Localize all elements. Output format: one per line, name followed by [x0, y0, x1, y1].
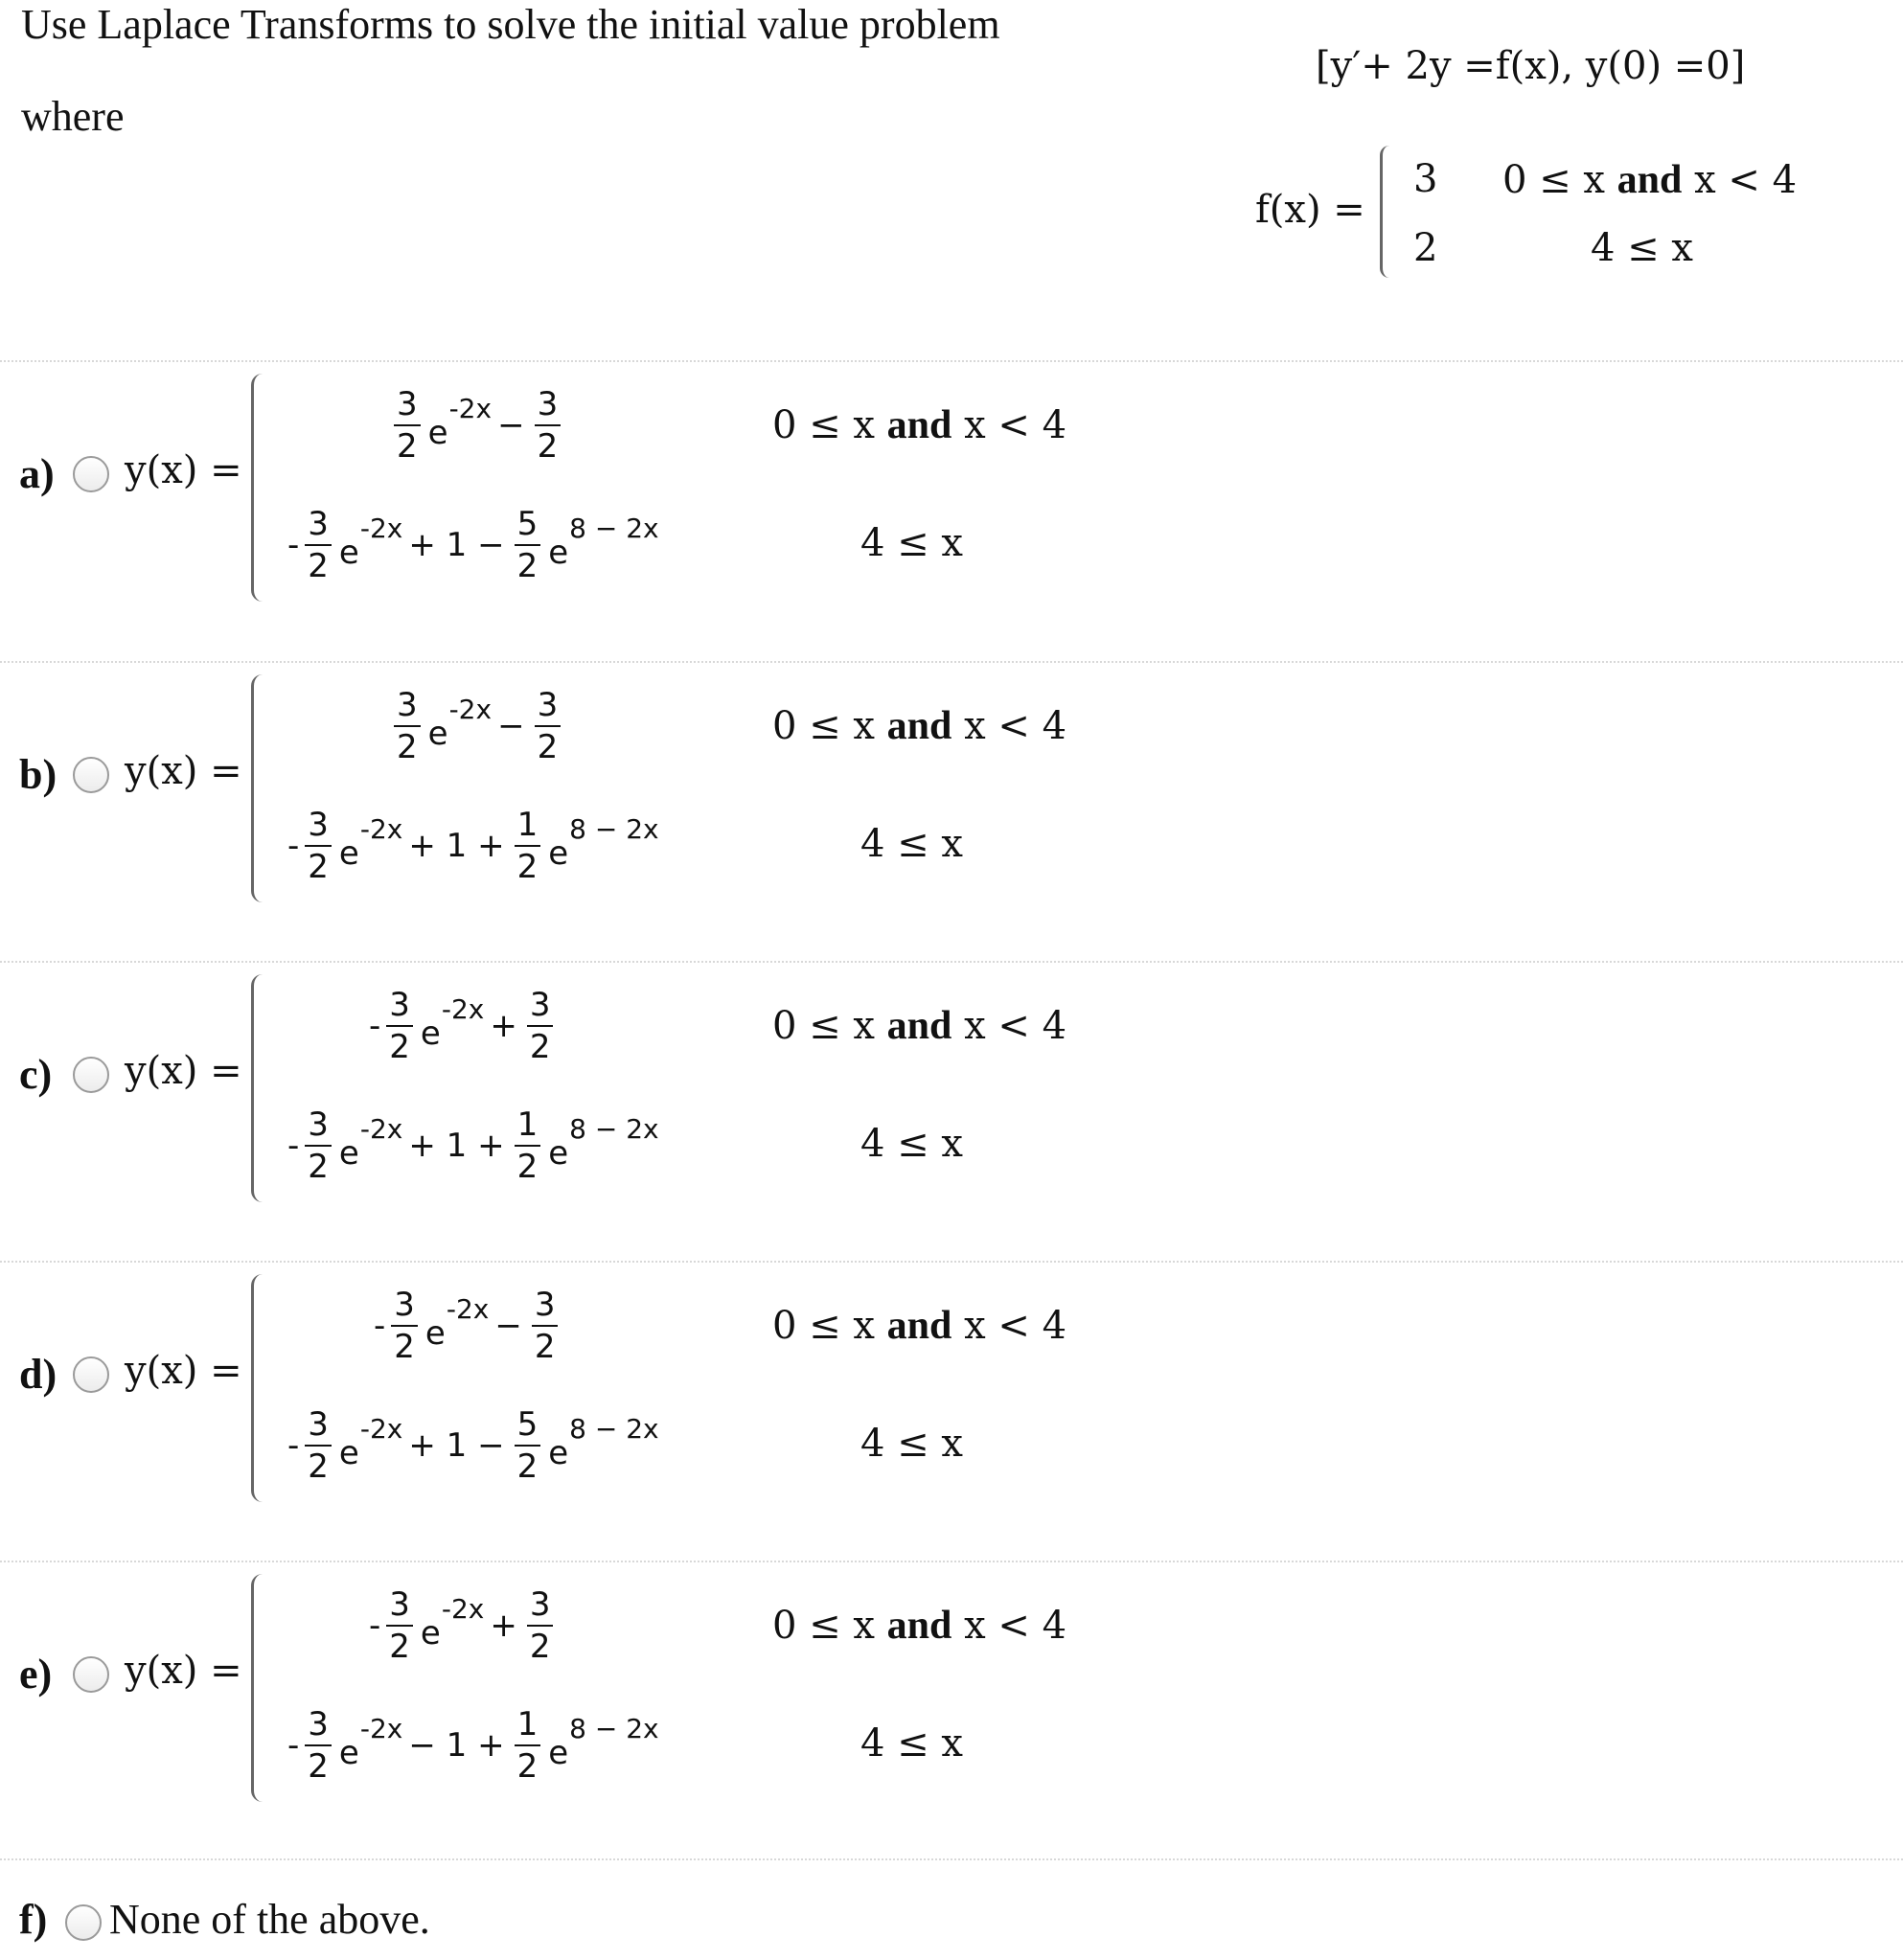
fraction: $\frac{1}{2}$: [515, 1708, 541, 1783]
fraction: $\frac{3}{2}$: [305, 508, 332, 582]
f-lhs: f(x) =: [1255, 188, 1365, 232]
fraction: $\frac{5}{2}$: [515, 508, 541, 582]
fraction: $\frac{3}{2}$: [305, 809, 332, 883]
piece-2-expression: - $\frac{3}{2}$ e -2x − 1 + $\frac{1}{2}$ e 8 − 2x: [287, 1705, 659, 1786]
piecewise-brace: [251, 374, 265, 602]
choice-e[interactable]: [0, 1561, 1903, 1800]
piece-2-condition: 4 ≤ x: [860, 1422, 963, 1466]
piece-1-condition: 0 ≤ x and x < 4: [772, 1004, 1067, 1048]
y-lhs: y(x) =: [125, 448, 242, 492]
piece-2-expression: - $\frac{3}{2}$ e -2x + 1 + $\frac{1}{2}$ e 8 − 2x: [287, 806, 659, 886]
fraction: $\frac{3}{2}$: [394, 689, 421, 763]
piece-2-condition: 4 ≤ x: [860, 1721, 963, 1766]
piece-1-expression: $\frac{3}{2}$ e -2x − $\frac{3}{2}$: [388, 377, 564, 473]
piece-1-expression: - $\frac{3}{2}$ e -2x − $\frac{3}{2}$: [374, 1278, 562, 1374]
choice-letter: c): [19, 1051, 53, 1098]
radio-button[interactable]: [73, 1656, 109, 1693]
f-case-1-condition: 0 ≤ x and x < 4: [1502, 158, 1798, 202]
fraction: $\frac{3}{2}$: [305, 1108, 332, 1183]
fraction: $\frac{3}{2}$: [535, 388, 562, 463]
piece-2-condition: 4 ≤ x: [860, 822, 963, 866]
fraction: $\frac{3}{2}$: [532, 1288, 559, 1363]
y-lhs: y(x) =: [125, 749, 242, 793]
piece-1-expression: - $\frac{3}{2}$ e -2x + $\frac{3}{2}$: [369, 978, 557, 1074]
piece-1-expression: $\frac{3}{2}$ e -2x − $\frac{3}{2}$: [388, 678, 564, 774]
radio-button[interactable]: [65, 1904, 102, 1941]
choice-label: None of the above.: [109, 1896, 430, 1943]
f-case-2-value: 2: [1413, 226, 1438, 270]
y-lhs: y(x) =: [125, 1349, 242, 1393]
f-brace: [1380, 146, 1392, 278]
piece-1-condition: 0 ≤ x and x < 4: [772, 1604, 1067, 1648]
piece-2-expression: - $\frac{3}{2}$ e -2x + 1 + $\frac{1}{2}$ e 8 − 2x: [287, 1105, 659, 1186]
where-label: where: [21, 93, 125, 140]
piece-2-condition: 4 ≤ x: [860, 1122, 963, 1166]
radio-button[interactable]: [73, 1356, 109, 1393]
fraction: $\frac{1}{2}$: [515, 809, 541, 883]
y-lhs: y(x) =: [125, 1649, 242, 1693]
piece-1-condition: 0 ≤ x and x < 4: [772, 403, 1067, 447]
problem-intro: Use Laplace Transforms to solve the initial value problem: [21, 1, 1000, 48]
choice-letter: a): [19, 450, 55, 497]
piecewise-brace: [251, 1574, 265, 1802]
piece-1-condition: 0 ≤ x and x < 4: [772, 704, 1067, 748]
choice-letter: b): [19, 751, 57, 798]
radio-button[interactable]: [73, 757, 109, 793]
choice-d[interactable]: [0, 1261, 1903, 1500]
choice-letter: f): [19, 1896, 48, 1943]
radio-button[interactable]: [73, 1057, 109, 1093]
piece-1-expression: - $\frac{3}{2}$ e -2x + $\frac{3}{2}$: [369, 1578, 557, 1674]
piece-1-condition: 0 ≤ x and x < 4: [772, 1304, 1067, 1348]
initial-value-problem: [y′+ 2y =f(x), y(0) =0]: [1316, 44, 1746, 88]
f-case-2-condition: 4 ≤ x: [1591, 226, 1693, 270]
choice-b[interactable]: [0, 661, 1903, 900]
fraction: $\frac{3}{2}$: [305, 1408, 332, 1483]
choice-c[interactable]: [0, 961, 1903, 1200]
y-lhs: y(x) =: [125, 1049, 242, 1093]
f-definition: [1255, 142, 1798, 285]
choice-a[interactable]: [0, 360, 1903, 600]
piecewise-brace: [251, 1274, 265, 1502]
f-case-1-value: 3: [1413, 157, 1438, 201]
divider: [0, 1858, 1903, 1860]
fraction: $\frac{3}{2}$: [386, 989, 413, 1063]
piece-2-condition: 4 ≤ x: [860, 521, 963, 565]
fraction: $\frac{1}{2}$: [515, 1108, 541, 1183]
choice-letter: d): [19, 1351, 57, 1398]
fraction: $\frac{3}{2}$: [527, 989, 554, 1063]
fraction: $\frac{3}{2}$: [391, 1288, 418, 1363]
fraction: $\frac{5}{2}$: [515, 1408, 541, 1483]
piecewise-brace: [251, 674, 265, 902]
fraction: $\frac{3}{2}$: [386, 1588, 413, 1663]
fraction: $\frac{3}{2}$: [394, 388, 421, 463]
piece-2-expression: - $\frac{3}{2}$ e -2x + 1 − $\frac{5}{2}$ e 8 − 2x: [287, 1405, 659, 1486]
fraction: $\frac{3}{2}$: [305, 1708, 332, 1783]
piece-2-expression: - $\frac{3}{2}$ e -2x + 1 − $\frac{5}{2}$ e 8 − 2x: [287, 505, 659, 585]
fraction: $\frac{3}{2}$: [535, 689, 562, 763]
piecewise-brace: [251, 974, 265, 1202]
fraction: $\frac{3}{2}$: [527, 1588, 554, 1663]
choice-letter: e): [19, 1651, 53, 1698]
radio-button[interactable]: [73, 456, 109, 492]
